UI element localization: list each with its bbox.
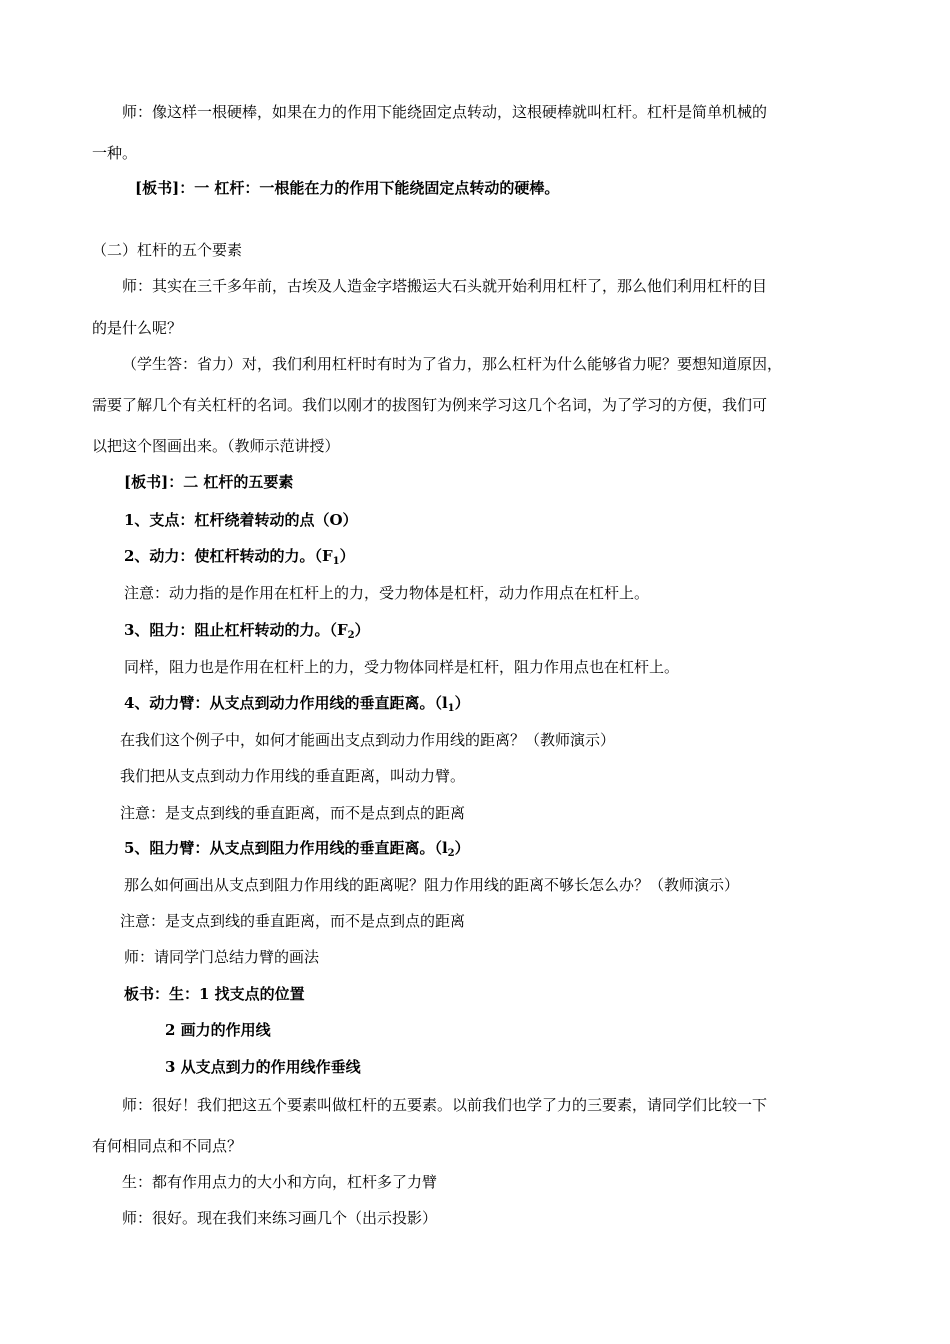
board-step-3: 3 从支点到力的作用线作垂线 bbox=[165, 1058, 361, 1076]
board-note-1: [板书]：一 杠杆：一根能在力的作用下能绕固定点转动的硬棒。 bbox=[135, 179, 560, 197]
board-note-2: [板书]：二 杠杆的五要素 bbox=[124, 473, 294, 491]
note-line: 那么如何画出从支点到阻力作用线的距离呢？阻力作用线的距离不够长怎么办？（教师演示） bbox=[124, 876, 740, 894]
paragraph-line: 需要了解几个有关杠杆的名词。我们以刚才的拔图钉为例来学习这几个名词，为了学习的方便，我们可 bbox=[92, 396, 768, 414]
note-line: 同样，阻力也是作用在杠杆上的力，受力物体同样是杠杆，阻力作用点也在杠杆上。 bbox=[124, 658, 680, 676]
element-effort: 2、动力：使杠杆转动的力。$(F_1)$ bbox=[124, 547, 355, 567]
paragraph-line: （学生答：省力）对，我们利用杠杆时有时为了省力，那么杠杆为什么能够省力呢？要想知道原因， bbox=[122, 355, 783, 373]
board-note-3: 板书：生：1 找支点的位置 bbox=[124, 985, 305, 1003]
note-line: 我们把从支点到动力作用线的垂直距离，叫动力臂。 bbox=[120, 767, 466, 785]
note-line: 注意：动力指的是作用在杠杆上的力，受力物体是杠杆，动力作用点在杠杆上。 bbox=[124, 584, 650, 602]
paragraph-line: 师：很好。现在我们来练习画几个（出示投影） bbox=[122, 1209, 438, 1227]
paragraph-line: 的是什么呢？ bbox=[92, 319, 183, 337]
paragraph-line: 有何相同点和不同点？ bbox=[92, 1137, 243, 1155]
board-step-2: 2 画力的作用线 bbox=[165, 1021, 271, 1039]
paragraph-line: 一种。 bbox=[92, 144, 138, 162]
section-heading: （二）杠杆的五个要素 bbox=[92, 241, 243, 259]
paragraph-line: 师：像这样一根硬棒，如果在力的作用下能绕固定点转动，这根硬棒就叫杠杆。杠杆是简单机械的 bbox=[122, 103, 768, 121]
paragraph-line: 生：都有作用点力的大小和方向，杠杆多了力臂 bbox=[122, 1173, 438, 1191]
element-effort-arm: 4、动力臂：从支点到动力作用线的垂直距离。$(l_1)$ bbox=[124, 694, 470, 714]
paragraph-line: 以把这个图画出来。（教师示范讲授） bbox=[92, 437, 340, 455]
note-line: 注意：是支点到线的垂直距离，而不是点到点的距离 bbox=[120, 912, 466, 930]
element-load-arm: 5、阻力臂：从支点到阻力作用线的垂直距离。$(l_2)$ bbox=[124, 839, 470, 859]
paragraph-line: 师：其实在三千多年前，古埃及人造金字塔搬运大石头就开始利用杠杆了，那么他们利用杠杆的目 bbox=[122, 277, 768, 295]
paragraph-line: 师：很好！我们把这五个要素叫做杠杆的五要素。以前我们也学了力的三要素，请同学们比较一下 bbox=[122, 1096, 768, 1114]
note-line: 师：请同学门总结力臂的画法 bbox=[124, 948, 320, 966]
element-fulcrum: 1、支点：杠杆绕着转动的点（O） bbox=[124, 511, 358, 529]
note-line: 注意：是支点到线的垂直距离，而不是点到点的距离 bbox=[120, 804, 466, 822]
element-load: 3、阻力：阻止杠杆转动的力。$(F_2)$ bbox=[124, 621, 370, 641]
note-line: 在我们这个例子中，如何才能画出支点到动力作用线的距离？（教师演示） bbox=[120, 731, 616, 749]
